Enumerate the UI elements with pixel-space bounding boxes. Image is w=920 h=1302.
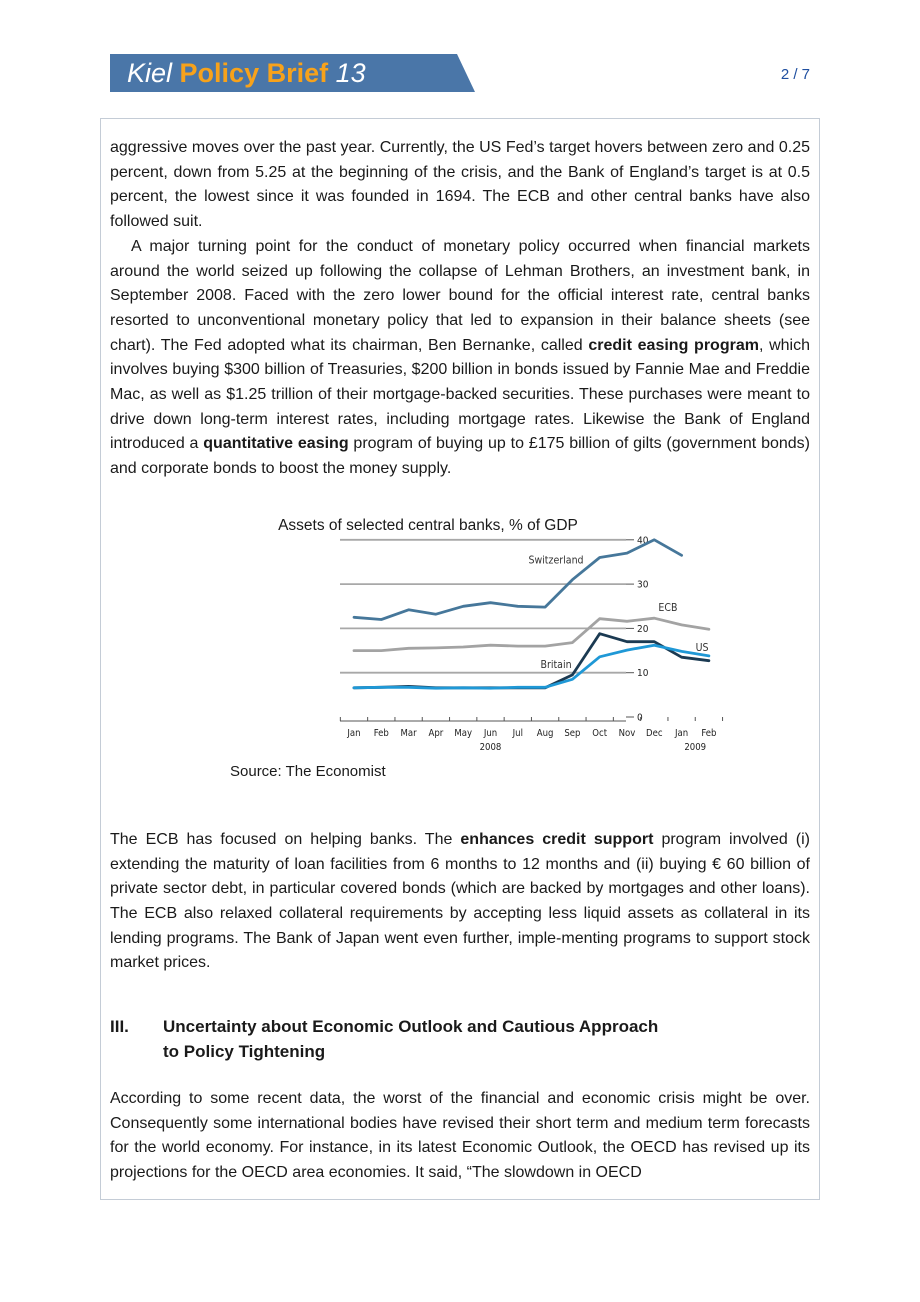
- series-line-britain: [354, 634, 709, 688]
- header-title-policy-brief: Policy Brief: [179, 58, 329, 88]
- x-tick-label-jun: Jun: [483, 727, 498, 739]
- chart-title: Assets of selected central banks, % of GDP: [278, 516, 578, 534]
- enhanced-credit-support-term: enhances credit support: [460, 830, 654, 848]
- section-title-line-1: Uncertainty about Economic Outlook and Cautious Approach: [163, 1017, 659, 1037]
- paragraph-2-text-a: A major turning point for the conduct of monetary policy occurred when financial markets around the world seized up following the collapse of Lehman Brothers, an investment bank, in September 2008. Faced with the zero lower bound for the official interest rate, central banks resorted to unconventional monetary policy that led to expansion in their balance sheets (see chart). The Fed adopted what its chairman, Ben Bernanke, called: [110, 237, 810, 354]
- header-title-kiel: Kiel: [127, 58, 173, 88]
- central-bank-assets-chart: [228, 535, 717, 758]
- y-tick-label-40: 40: [637, 535, 649, 547]
- paragraph-3-text-a: The ECB has focused on helping banks. The: [110, 830, 461, 848]
- y-tick-label-0: 0: [637, 712, 643, 724]
- quantitative-easing-term: quantitative easing: [203, 435, 349, 453]
- series-label-britain: Britain: [540, 658, 572, 671]
- x-tick-label-sep: Sep: [564, 727, 581, 739]
- page-number: 2 / 7: [780, 66, 810, 83]
- chart-source: Source: The Economist: [230, 762, 386, 780]
- x-tick-label-mar: Mar: [400, 727, 417, 739]
- x-tick-label-apr: Apr: [428, 727, 444, 739]
- paragraph-2-text-e: program of buying up to £175 billion of gilts (government bonds) and corporate bonds to boost the money supply.: [110, 435, 810, 478]
- x-tick-label-feb: Feb: [373, 727, 389, 739]
- x-tick-label-jul: Jul: [512, 727, 523, 739]
- paragraph-4: According to some recent data, the worst of the financial and economic crisis might be over. Consequently some international bodies have revised their short term and medium term forecasts for the world economy. For instance, in its latest Economic Outlook, the OECD has revised up its projections for the OECD area economies. It said, “The slowdown in OECD: [110, 1090, 810, 1182]
- x-tick-label-dec: Dec: [646, 727, 663, 739]
- series-line-switzerland: [354, 540, 682, 620]
- series-label-ecb: ECB: [658, 601, 678, 614]
- series-label-us: US: [695, 641, 709, 654]
- section-number: III.: [110, 1017, 129, 1037]
- x-tick-label-jan: Jan: [347, 727, 361, 739]
- y-tick-label-10: 10: [637, 668, 649, 680]
- header-title-number: 13: [335, 58, 366, 88]
- year-label-2008: 2008: [479, 741, 502, 753]
- y-tick-label-20: 20: [637, 623, 649, 635]
- section-title-line-2: to Policy Tightening: [163, 1042, 326, 1062]
- paragraph-2: [110, 235, 810, 482]
- paragraph-2-text-c: , which involves buying $300 billion of Treasuries, $200 billion in bonds issued by Fannie Mae and Freddie Mac, as well as $1.25 trillion of their mortgage-backed securities. These purchases were meant to drive down long-term interest rates, including mortgage rates. Likewise the Bank of England introduced a: [110, 336, 811, 453]
- x-tick-label-jan: Jan: [675, 727, 689, 739]
- header-title: [127, 56, 366, 90]
- paragraph-3-text-c: program involved (i) extending the maturity of loan facilities from 6 months to 12 months and (ii) buying € 60 billion of private sector debt, in particular covered bonds (which are backed by mortgages and other loans). The ECB also relaxed collateral requirements by accepting less liquid assets as collateral in its lending programs. The Bank of Japan went even further, imple-menting programs to support stock market prices.: [110, 830, 811, 972]
- x-tick-label-feb: Feb: [701, 727, 717, 739]
- section-heading: [110, 1014, 810, 1064]
- paragraph-1: aggressive moves over the past year. Currently, the US Fed’s target hovers between zero and 0.25 percent, down from 5.25 at the beginning of the crisis, and the Bank of England’s target is at 0.5 percent, the lowest since it was founded in 1694. The ECB and other central banks have also followed suit.: [110, 139, 810, 231]
- x-tick-label-may: May: [454, 727, 473, 739]
- series-label-switzerland: Switzerland: [528, 554, 584, 567]
- paragraph-3: [110, 828, 810, 976]
- year-label-2009: 2009: [684, 741, 707, 753]
- x-tick-label-nov: Nov: [618, 727, 636, 739]
- x-tick-label-aug: Aug: [536, 727, 554, 739]
- x-tick-label-oct: Oct: [592, 727, 608, 739]
- credit-easing-term: credit easing program: [588, 336, 759, 354]
- y-tick-label-30: 30: [637, 579, 649, 591]
- chart-figure: [110, 482, 810, 828]
- content: [110, 136, 810, 1186]
- series-line-us: [354, 645, 709, 688]
